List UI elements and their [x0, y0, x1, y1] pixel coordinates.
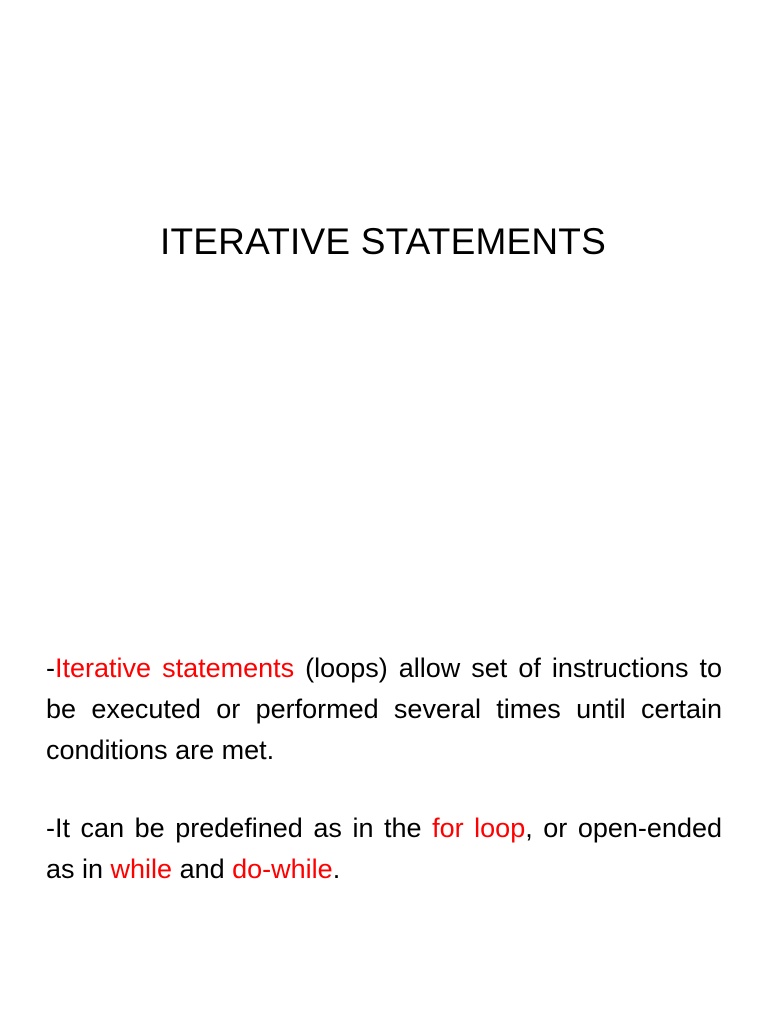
highlight-do-while: do-while [232, 854, 333, 884]
slide-body [46, 648, 722, 890]
highlight-iterative-statements: Iterative statements [55, 653, 295, 683]
slide-title: ITERATIVE STATEMENTS [160, 221, 606, 262]
paragraph-dash: - [46, 653, 55, 683]
paragraph-intro: -It can be predefined as in the [46, 813, 433, 843]
paragraph-loop-types [46, 808, 722, 890]
paragraph-iterative-statements [46, 648, 722, 771]
paragraph-text: (loops) allow set of instructions to be executed or performed several times until certain conditions are met. [46, 653, 722, 765]
highlight-for-loop: for loop [432, 813, 526, 843]
paragraph-middle: , or open-ended as in [46, 813, 722, 884]
paragraph-and: and [172, 854, 233, 884]
paragraph-end: . [332, 854, 341, 884]
highlight-while: while [110, 854, 173, 884]
